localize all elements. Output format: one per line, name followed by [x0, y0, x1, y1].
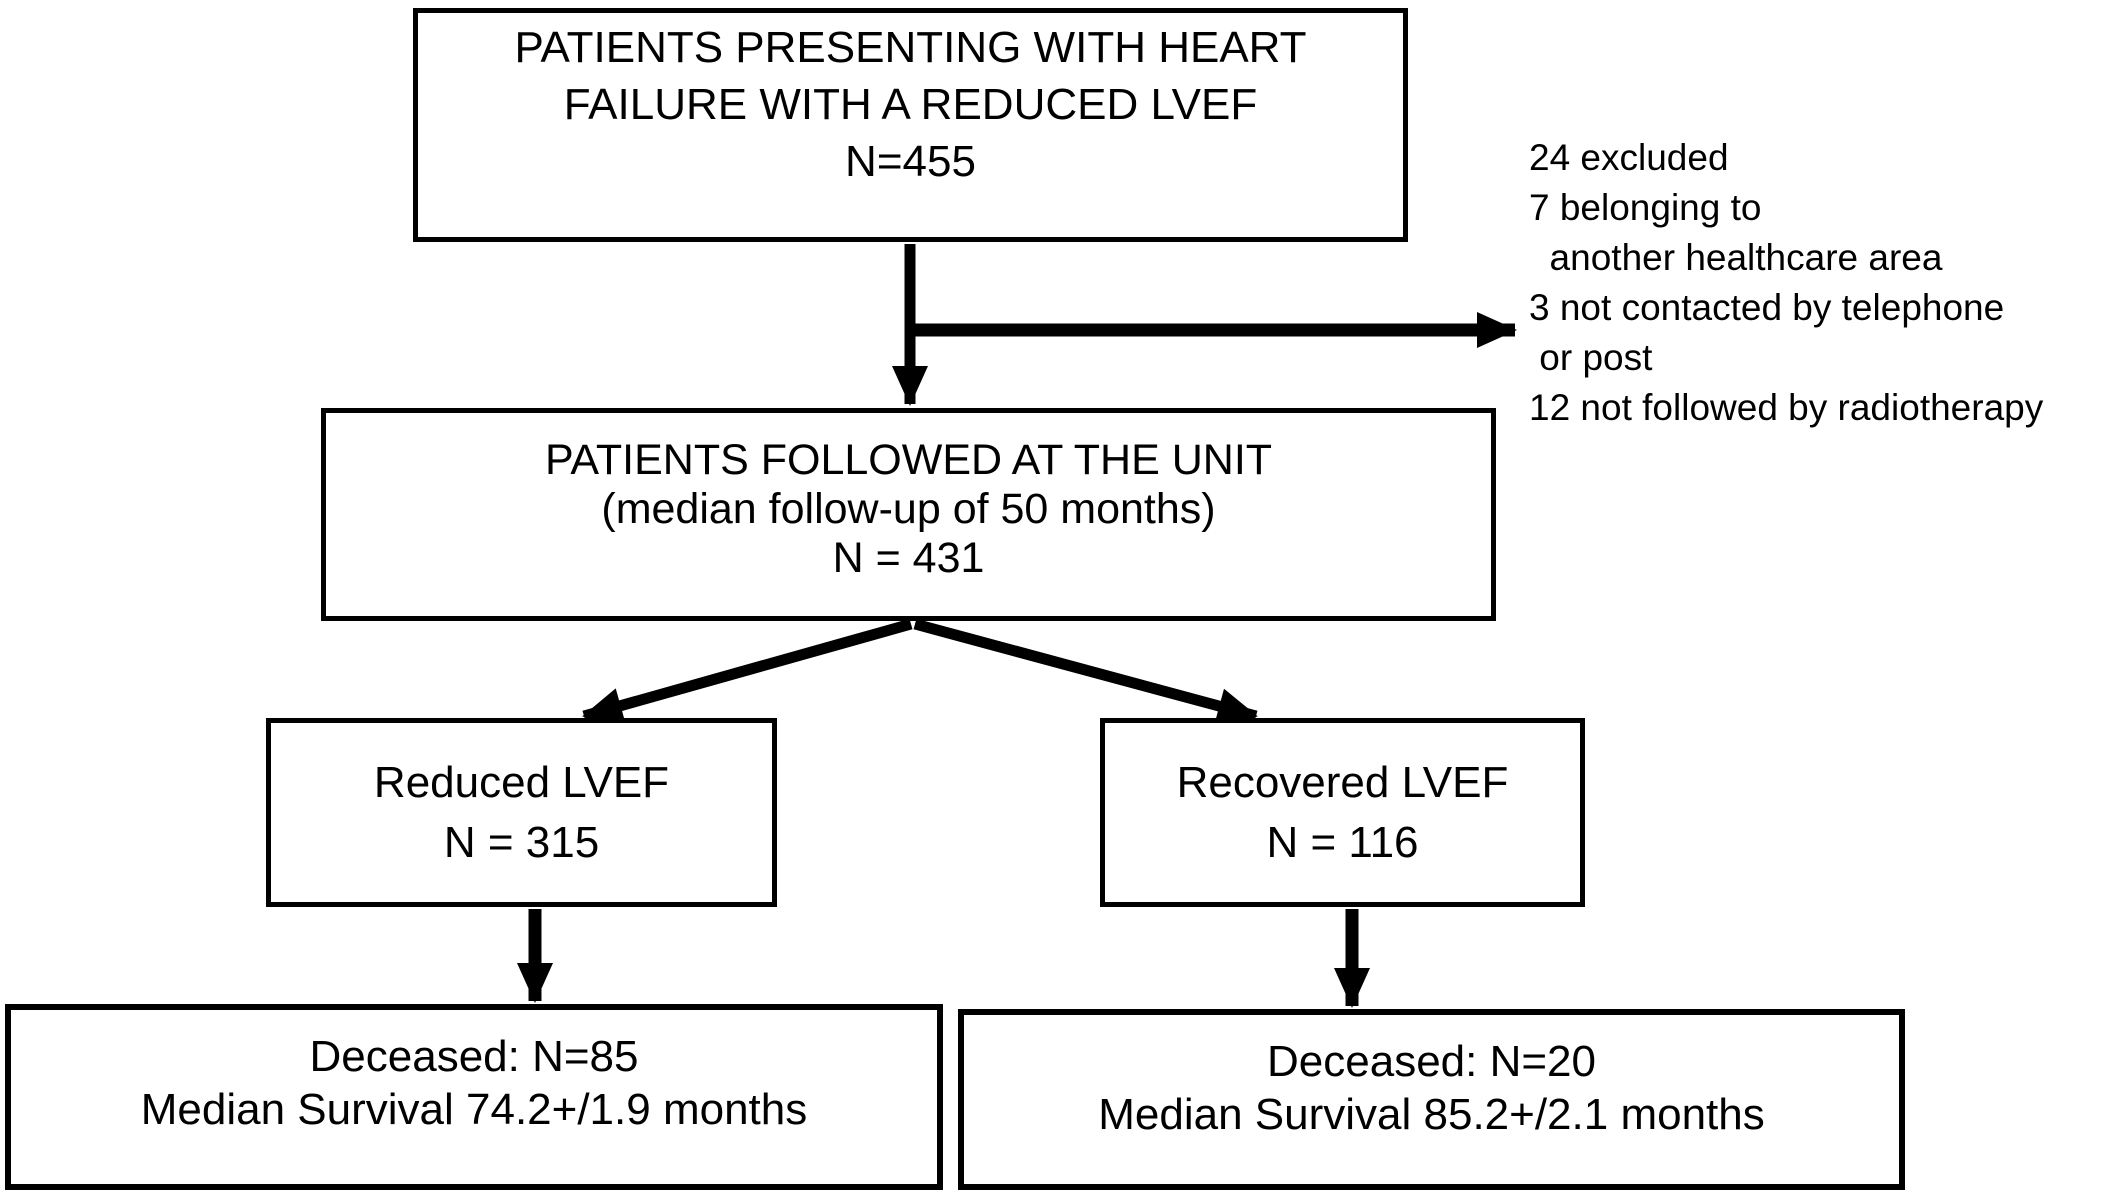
exclusion-line: another healthcare area [1529, 237, 1943, 278]
deceased-recovered-box [958, 1009, 1905, 1190]
exclusion-line: 7 belonging to [1529, 187, 1762, 228]
exclusion-line: 24 excluded [1529, 137, 1729, 178]
followed-patients-box [321, 408, 1496, 621]
arrow-followed-to-reduced [584, 624, 911, 716]
box-line: N = 116 [1266, 818, 1419, 867]
box-line: FAILURE WITH A REDUCED LVEF [563, 80, 1258, 129]
box-line: Median Survival 74.2+/1.9 months [140, 1085, 808, 1134]
box-line: Deceased: N=20 [1267, 1037, 1596, 1086]
exclusion-line: 12 not followed by radiotherapy [1529, 387, 2044, 428]
box-line: PATIENTS FOLLOWED AT THE UNIT [544, 436, 1273, 484]
arrow-followed-to-recovered [915, 624, 1256, 716]
box-line: N=455 [845, 137, 976, 186]
exclusions-note [1529, 133, 2043, 433]
reduced-lvef-box [266, 718, 777, 907]
recovered-lvef-box [1100, 718, 1585, 907]
box-line: N = 315 [443, 818, 600, 867]
box-line: Median Survival 85.2+/2.1 months [1098, 1090, 1765, 1139]
box-line: (median follow-up of 50 months) [601, 485, 1216, 533]
box-line: Recovered LVEF [1176, 758, 1509, 807]
presenting-patients-box [413, 8, 1408, 242]
box-line: Deceased: N=85 [309, 1032, 639, 1081]
box-line: PATIENTS PRESENTING WITH HEART [514, 23, 1307, 72]
exclusion-line: 3 not contacted by telephone [1529, 287, 2005, 328]
deceased-reduced-box [5, 1004, 943, 1190]
exclusion-line: or post [1529, 337, 1653, 378]
box-line: Reduced LVEF [373, 758, 670, 807]
box-line: N = 431 [832, 534, 985, 582]
